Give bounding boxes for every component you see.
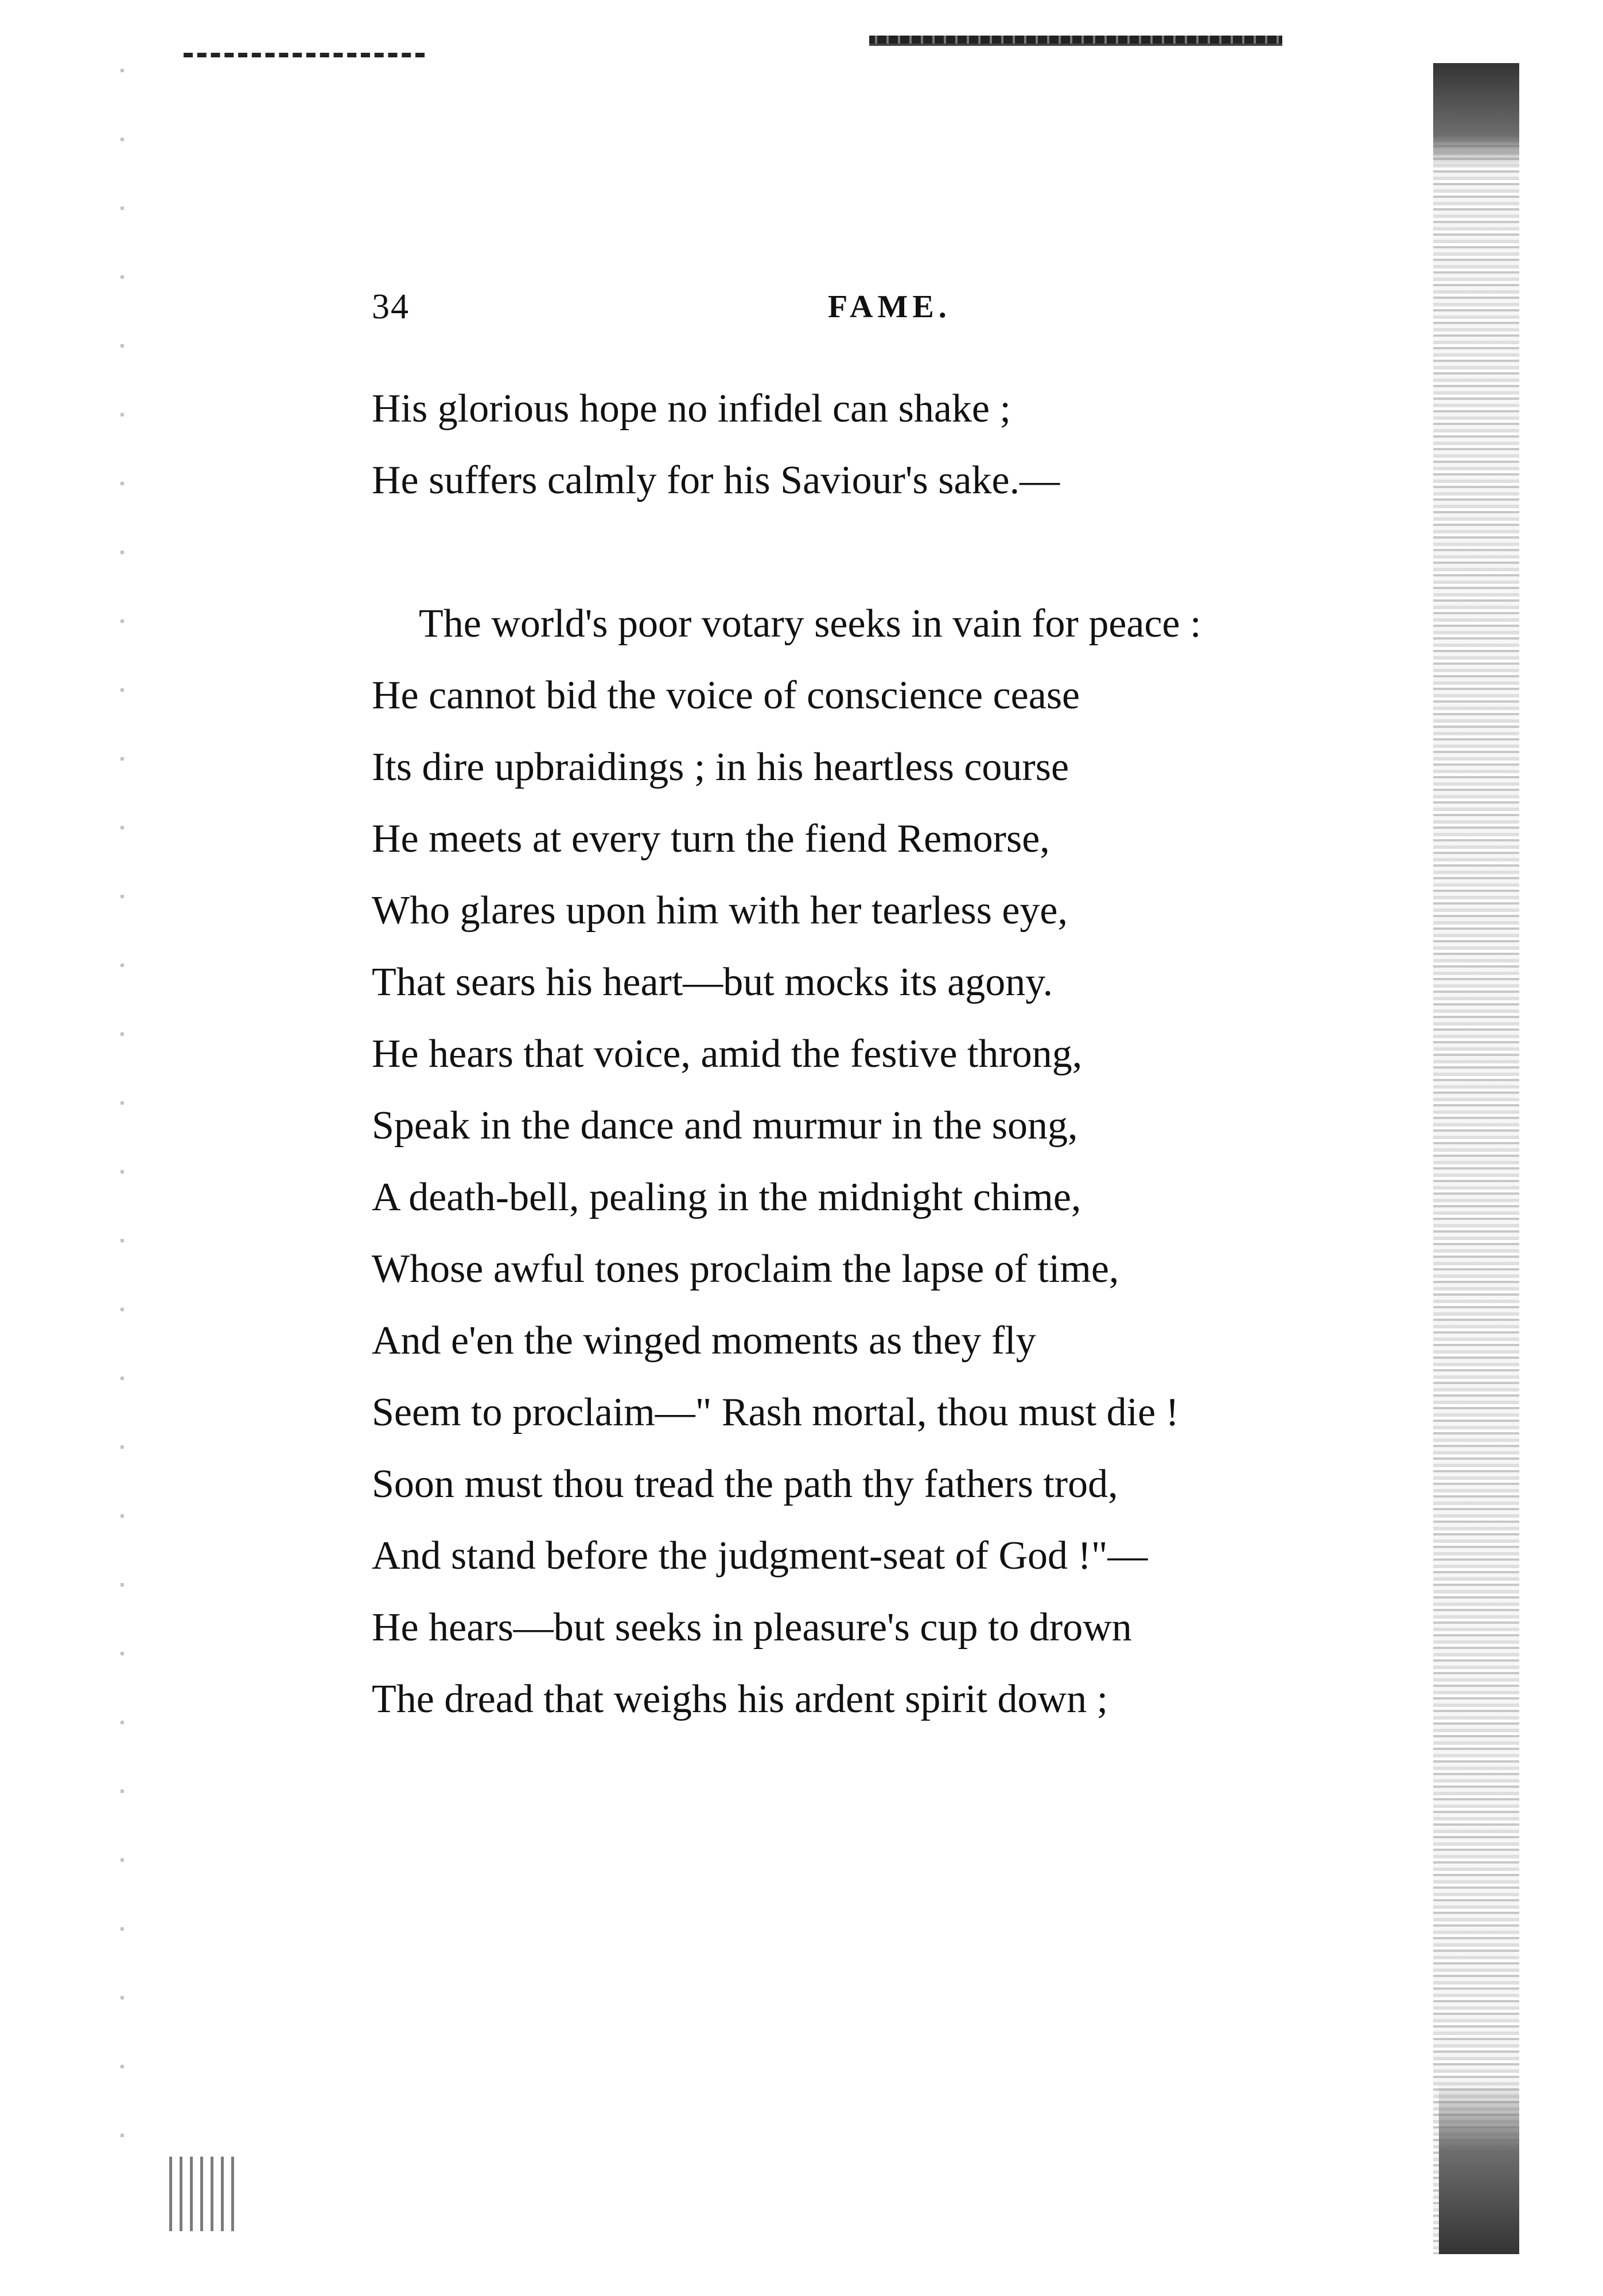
verse-line: Whose awful tones proclaim the lapse of time, (372, 1247, 1119, 1291)
page-number: 34 (372, 287, 410, 326)
verse-line: Who glares upon him with her tearless eye, (372, 888, 1068, 933)
verse-line: Its dire upbraidings ; in his heartless course (372, 745, 1069, 789)
stanza-1 (372, 373, 1404, 516)
page-header (372, 281, 1347, 333)
verse-line: He cannot bid the voice of conscience cease (372, 673, 1080, 718)
verse-line: And stand before the judgment-seat of God !"— (372, 1534, 1148, 1578)
verse-line: That sears his heart—but mocks its agony. (372, 960, 1053, 1004)
verse-line: He hears—but seeks in pleasure's cup to drown (372, 1605, 1132, 1650)
verse-line: He meets at every turn the fiend Remorse, (372, 817, 1050, 861)
verse-line: A death-bell, pealing in the midnight chime, (372, 1175, 1081, 1219)
stanza-2 (372, 588, 1404, 1735)
verse-line: The dread that weighs his ardent spirit down ; (372, 1677, 1108, 1721)
verse-line: Seem to proclaim—" Rash mortal, thou must die ! (372, 1390, 1179, 1434)
scan-artifact-rule-right (869, 36, 1282, 46)
verse-line: Speak in the dance and murmur in the song, (372, 1104, 1078, 1148)
verse-line: And e'en the winged moments as they fly (372, 1319, 1036, 1363)
scan-artifact-rule-left (184, 53, 425, 57)
verse-line: His glorious hope no infidel can shake ; (372, 387, 1011, 431)
verse-line: He suffers calmly for his Saviour's sake.— (372, 458, 1060, 502)
page-binding-shadow (1433, 63, 1519, 2254)
poem-body (372, 373, 1404, 1735)
verse-line: He hears that voice, amid the festive throng, (372, 1032, 1083, 1076)
verse-line: Soon must thou tread the path thy fathers trod, (372, 1462, 1118, 1506)
verse-line-indented: The world's poor votary seeks in vain for peace : (419, 602, 1201, 646)
scan-artifact-bottom-marks (169, 2157, 238, 2231)
running-head: FAME. (828, 289, 951, 325)
scan-artifact-margin-dots (120, 69, 124, 2191)
